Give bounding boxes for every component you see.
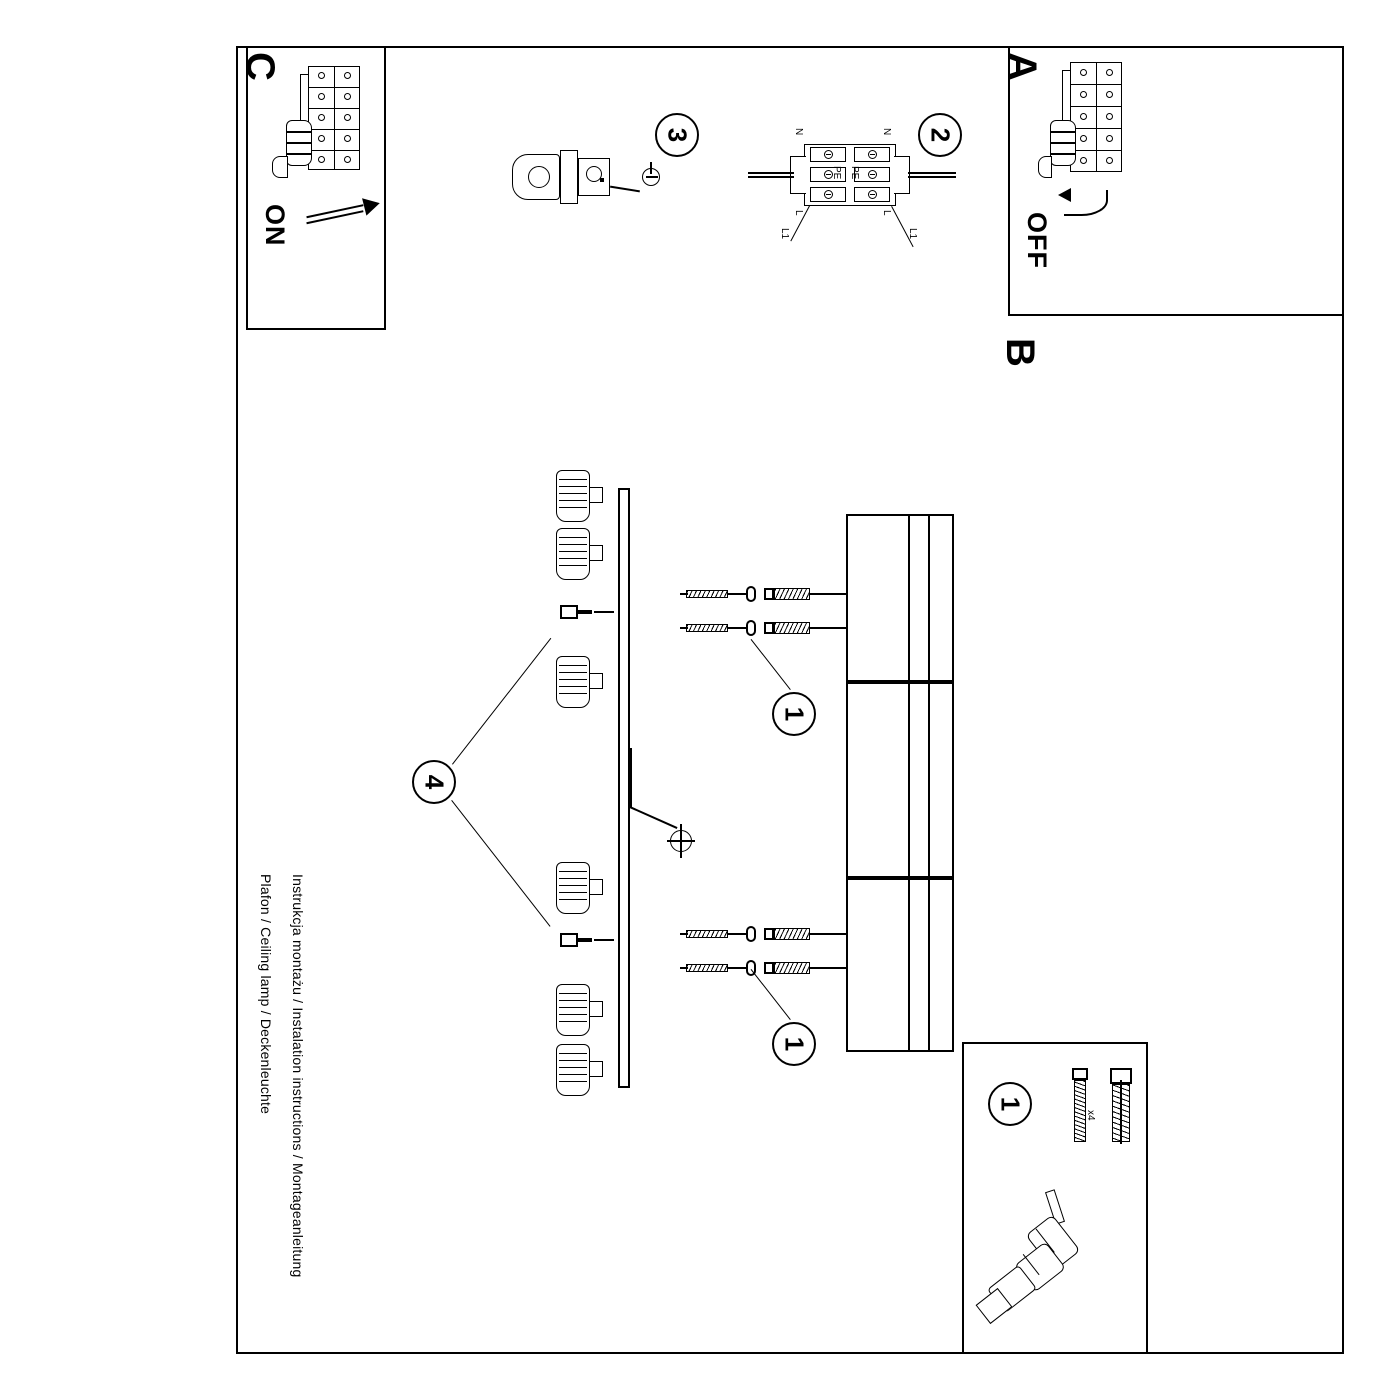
mounting-bar (618, 488, 630, 1088)
panel-a-state-label: OFF (1022, 212, 1052, 269)
step-1-number-bottom: 1 (779, 1036, 810, 1052)
lamp-head (556, 984, 590, 1036)
ceiling-profile-segment (846, 682, 954, 878)
panel-a-hand-icon (1038, 120, 1078, 180)
parts-dowel (1108, 1066, 1134, 1150)
step-4-badge (412, 760, 456, 804)
earth-symbol (666, 826, 698, 858)
step-1-number-top: 1 (779, 706, 810, 722)
parts-screw (1070, 1066, 1092, 1150)
step-4-number: 4 (419, 774, 450, 790)
parts-box-step-badge (988, 1082, 1032, 1126)
step-3-number: 3 (662, 127, 693, 143)
panel-c-letter: C (238, 52, 282, 82)
wiring-label-l-right: L (881, 210, 892, 216)
step-3-socket-illustration (512, 148, 672, 212)
lamp-fixing-screw (560, 604, 614, 620)
panel-c-hand-icon (272, 120, 314, 182)
ceiling-profile-segment (846, 514, 954, 682)
sheet-title: Instrukcja montażu / Instalation instructions / Montageanleitung (290, 874, 306, 1278)
panel-b-letter: B (998, 338, 1042, 368)
panel-c-state-label: ON (260, 204, 290, 247)
drill-illustration (974, 1190, 1114, 1328)
wiring-label-l-left: L (793, 210, 804, 216)
parts-box-step-number: 1 (995, 1096, 1026, 1112)
step-2-number: 2 (925, 127, 956, 143)
step-1-badge-bottom (772, 1022, 816, 1066)
lamp-head (556, 656, 590, 708)
wiring-leader-left-label: L1 (779, 228, 790, 240)
step-1-badge-top (772, 692, 816, 736)
lamp-head (556, 1044, 590, 1096)
lamp-head (556, 862, 590, 914)
panel-c-arrow-icon (306, 196, 386, 236)
lamp-fixing-screw (560, 932, 614, 948)
parts-qty-label: x4 (1085, 1110, 1096, 1121)
lamp-head (556, 470, 590, 522)
earth-lead (630, 748, 632, 808)
panel-a-letter: A (1000, 52, 1044, 82)
wiring-leader-right-label: L1 (907, 228, 918, 240)
wiring-label-n-right: N (881, 128, 892, 136)
sheet-subtitle: Plafon / Ceiling lamp / Deckenleuchte (258, 874, 274, 1115)
wiring-label-pe-left: PE (831, 166, 842, 180)
wiring-label-n-left: N (793, 128, 804, 136)
panel-a-arrow-icon (1058, 188, 1114, 222)
panel-a-frame (1008, 46, 1344, 316)
wiring-label-pe-right: PE (849, 166, 860, 180)
ceiling-profile-segment (846, 878, 954, 1052)
lamp-head (556, 528, 590, 580)
step-2-connector-illustration (742, 128, 962, 240)
